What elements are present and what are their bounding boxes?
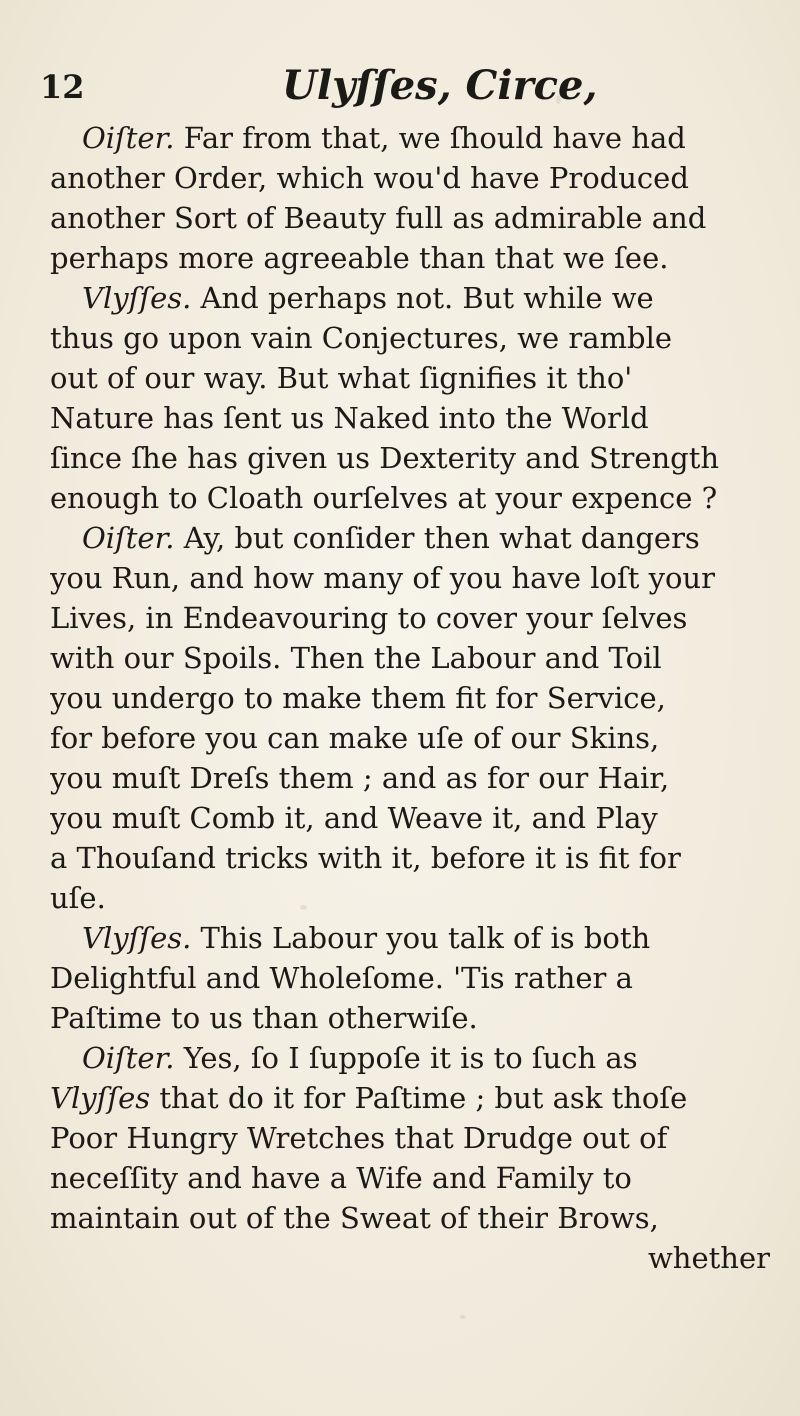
page-number: 12	[40, 68, 85, 106]
text-line	[50, 998, 770, 1038]
line-text: you Run, and how many of you have loſt your	[50, 561, 715, 595]
speaker-name: Oiſter.	[82, 1041, 175, 1075]
line-text: for before you can make uſe of our Skins,	[50, 721, 660, 755]
paper-spot	[460, 1315, 466, 1319]
line-text: uſe.	[50, 881, 106, 915]
line-text: that do it for Paſtime ; but ask thoſe	[150, 1081, 688, 1115]
line-text: Nature has ſent us Naked into the World	[50, 401, 649, 435]
line-text: Delightful and Wholeſome. 'Tis rather a	[50, 961, 633, 995]
text-line	[50, 318, 770, 358]
text-line	[50, 1158, 770, 1198]
text-line	[50, 158, 770, 198]
line-text: Poor Hungry Wretches that Drudge out of	[50, 1121, 668, 1155]
line-text: you undergo to make them fit for Service,	[50, 681, 666, 715]
body-text	[50, 118, 770, 1238]
text-line	[50, 278, 770, 318]
text-line	[50, 798, 770, 838]
line-text: another Order, which wou'd have Produced	[50, 161, 689, 195]
text-line	[50, 1038, 770, 1078]
text-line	[50, 958, 770, 998]
line-text: you muſt Comb it, and Weave it, and Play	[50, 801, 658, 835]
speaker-name: Oiſter.	[82, 121, 175, 155]
line-text: This Labour you talk of is both	[191, 921, 651, 955]
text-line	[50, 918, 770, 958]
text-line	[50, 838, 770, 878]
catchword: whether	[647, 1241, 770, 1275]
line-text: you muſt Dreſs them ; and as for our Hair,	[50, 761, 670, 795]
text-line	[50, 1078, 770, 1118]
text-line	[50, 1198, 770, 1238]
text-line	[50, 758, 770, 798]
text-line	[50, 1118, 770, 1158]
line-text: enough to Cloath ourſelves at your expence ?	[50, 481, 718, 515]
text-line	[50, 358, 770, 398]
text-line	[50, 518, 770, 558]
text-line	[50, 878, 770, 918]
speaker-name: Vlyſſes	[50, 1081, 151, 1115]
line-text: thus go upon vain Conjectures, we ramble	[50, 321, 673, 355]
text-line	[50, 718, 770, 758]
text-line	[50, 198, 770, 238]
text-line	[50, 398, 770, 438]
line-text: perhaps more agreeable than that we ſee.	[50, 241, 669, 275]
text-line	[50, 638, 770, 678]
speaker-name: Vlyſſes.	[82, 921, 192, 955]
text-line	[50, 238, 770, 278]
text-line	[50, 478, 770, 518]
speaker-name: Vlyſſes.	[82, 281, 192, 315]
text-line	[50, 438, 770, 478]
speaker-name: Oiſter.	[82, 521, 175, 555]
line-text: out of our way. But what ſignifies it tho'	[50, 361, 633, 395]
line-text: another Sort of Beauty full as admirable and	[50, 201, 707, 235]
text-line	[50, 598, 770, 638]
text-line	[50, 678, 770, 718]
line-text: And perhaps not. But while we	[191, 281, 654, 315]
line-text: Far from that, we ſhould have had	[174, 121, 686, 155]
running-title: Ulyſſes, Circe,	[282, 62, 598, 109]
line-text: neceſſity and have a Wife and Family to	[50, 1161, 632, 1195]
line-text: maintain out of the Sweat of their Brows,	[50, 1201, 659, 1235]
line-text: with our Spoils. Then the Labour and Toil	[50, 641, 662, 675]
text-line	[50, 118, 770, 158]
line-text: Lives, in Endeavouring to cover your ſelves	[50, 601, 688, 635]
line-text: ſince ſhe has given us Dexterity and Strength	[50, 441, 720, 475]
line-text: Paſtime to us than otherwiſe.	[50, 1001, 478, 1035]
line-text: a Thouſand tricks with it, before it is fit for	[50, 841, 681, 875]
line-text: Yes, ſo I ſuppoſe it is to ſuch as	[174, 1041, 638, 1075]
text-line	[50, 558, 770, 598]
line-text: Ay, but conſider then what dangers	[174, 521, 700, 555]
running-head	[0, 62, 800, 112]
